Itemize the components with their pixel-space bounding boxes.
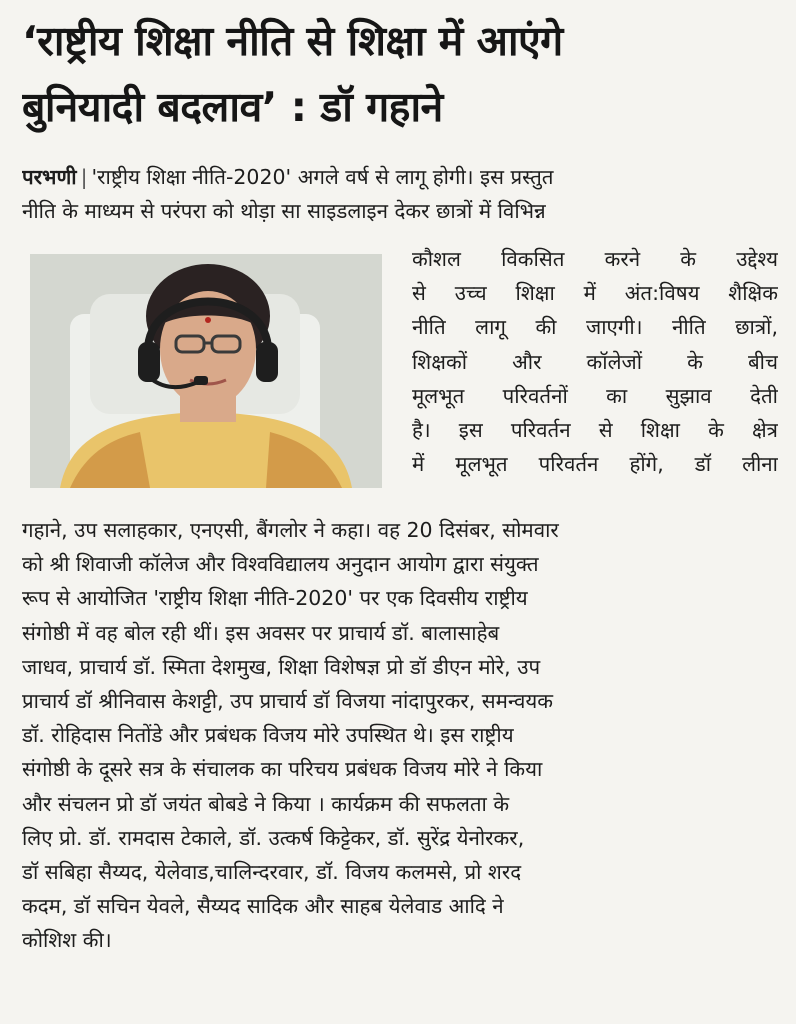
wrapped-line: कौशल विकसित करने के उद्देश्य — [412, 247, 778, 271]
body-line: को श्री शिवाजी कॉलेज और विश्वविद्यालय अनुदान आयोग द्वारा संयुक्त — [22, 552, 539, 577]
dateline-separator: | — [80, 165, 88, 189]
wrapped-line: से उच्च शिक्षा में अंत:विषय शैक्षिक — [412, 281, 778, 306]
body-line: संगोष्ठी में वह बोल रही थीं। इस अवसर पर प्राचार्य डॉ. बालासाहेब — [22, 620, 500, 645]
headline-line-1: ‘राष्ट्रीय शिक्षा नीति से शिक्षा में आएंगे — [22, 17, 563, 65]
body-line: प्राचार्य डॉ श्रीनिवास केशट्टी, उप प्राचार्य डॉ विजया नांदापुरकर, समन्वयक — [22, 689, 554, 714]
intro-line-2: नीति के माध्यम से परंपरा को थोड़ा सा साइडलाइन देकर छात्रों में विभिन्न — [22, 199, 546, 224]
intro-text: 'राष्ट्रीय शिक्षा नीति-2020' अगले वर्ष से लागू होगी। इस प्रस्तुत — [91, 165, 554, 189]
wrapped-line: में मूलभूत परिवर्तन होंगे, डॉ लीना — [412, 452, 778, 477]
headline-line-2: बुनियादी बदलाव’ : डॉ गहाने — [22, 83, 443, 131]
body-line: लिए प्रो. डॉ. रामदास टेकाले, डॉ. उत्कर्ष किट्टेकर, डॉ. सुरेंद्र येनोरकर, — [22, 825, 525, 850]
wrapped-text-column — [412, 242, 778, 481]
body-line: गहाने, उप सलाहकार, एनएसी, बैंगलोर ने कहा। वह 20 दिसंबर, सोमवार — [22, 518, 559, 542]
body-line: डॉ. रोहिदास नितोंडे और प्रबंधक विजय मोरे उपस्थित थे। इस राष्ट्रीय — [22, 723, 514, 748]
article-intro — [22, 160, 778, 228]
article-photo — [30, 254, 382, 488]
speaker-photo — [30, 254, 382, 488]
wrapped-line: है। इस परिवर्तन से शिक्षा के क्षेत्र — [412, 418, 778, 443]
body-line: संगोष्ठी के दूसरे सत्र के संचालक का परिचय प्रबंधक विजय मोरे ने किया — [22, 757, 543, 782]
intro-line-1 — [22, 160, 778, 194]
body-line: और संचलन प्रो डॉ जयंत बोबडे ने किया । कार्यक्रम की सफलता के — [22, 791, 510, 816]
dateline: परभणी — [22, 165, 77, 189]
body-line: डॉ सबिहा सैय्यद, येलेवाड,चालिन्दरवार, डॉ. विजय कलमसे, प्रो शरद — [22, 860, 522, 885]
wrapped-line: नीति लागू की जाएगी। नीति छात्रों, — [412, 315, 778, 340]
body-line: कोशिश की। — [22, 928, 112, 953]
body-line: रूप से आयोजित 'राष्ट्रीय शिक्षा नीति-2020' पर एक दिवसीय राष्ट्रीय — [22, 586, 528, 611]
wrapped-line: मूलभूत परिवर्तनों का सुझाव देती — [412, 383, 778, 408]
wrapped-line: शिक्षकों और कॉलेजों के बीच — [412, 349, 778, 374]
article-body — [22, 513, 778, 958]
body-line: कदम, डॉ सचिन येवले, सैय्यद सादिक और साहब येलेवाड आदि ने — [22, 894, 504, 919]
article-headline — [22, 8, 782, 140]
body-line: जाधव, प्राचार्य डॉ. स्मिता देशमुख, शिक्षा विशेषज्ञ प्रो डॉ डीएन मोरे, उप — [22, 654, 541, 679]
